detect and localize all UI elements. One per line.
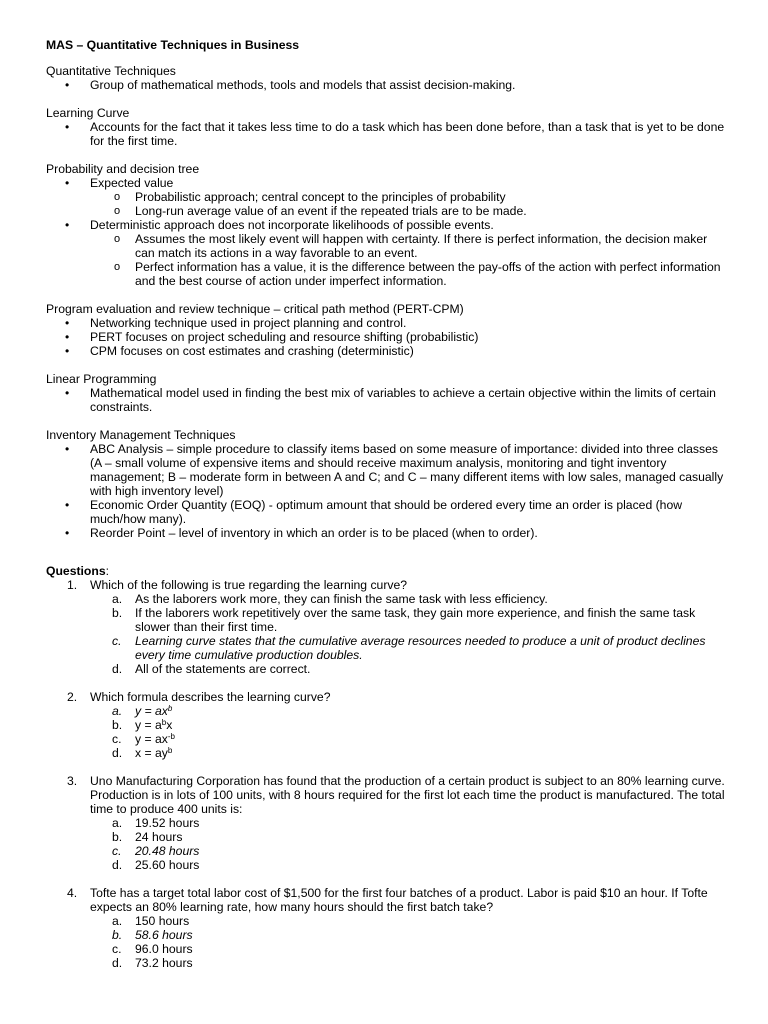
sub-bullet-item: o Perfect information has a value, it is the difference between the pay-offs of the action with perfect information and the best course of action under imperfect information. bbox=[114, 260, 721, 288]
bullet-item: • Deterministic approach does not incorporate likelihoods of possible events. bbox=[65, 218, 494, 232]
question-text: Uno Manufacturing Corporation has found that the production of a certain product is subject to an 80% learning curve. Production is in lots of 100 units, with 8 hours required for the first lot each time the product is manufactured. The total time to produce 400 units is: bbox=[90, 774, 725, 816]
section-probability-decision-tree bbox=[46, 162, 728, 288]
section-linear-programming bbox=[46, 372, 728, 414]
section-pert-cpm bbox=[46, 302, 728, 358]
question-text: Which formula describes the learning curve? bbox=[90, 690, 331, 704]
bullet-dot-icon: • bbox=[65, 442, 70, 456]
question-item bbox=[46, 578, 728, 676]
question-number: 4. bbox=[67, 886, 78, 900]
section-learning-curve bbox=[46, 106, 728, 148]
questions-heading: Questions: bbox=[46, 564, 109, 578]
bullet-dot-icon: • bbox=[65, 386, 70, 400]
sub-bullet-item: o Assumes the most likely event will happen with certainty. If there is perfect information, the decision maker can match its actions in a way favorable to an event. bbox=[114, 232, 708, 260]
answer-option-correct: c. Learning curve states that the cumulative average resources needed to produce a unit of product declines every time cumulative production doubles. bbox=[112, 634, 706, 662]
answer-option-correct: c. 20.48 hours bbox=[112, 844, 200, 858]
bullet-dot-icon: • bbox=[65, 218, 70, 232]
answer-option: a. 150 hours bbox=[112, 914, 190, 928]
answer-option: d. 25.60 hours bbox=[112, 858, 200, 872]
answer-option: b. 24 hours bbox=[112, 830, 183, 844]
bullet-dot-icon: • bbox=[65, 498, 70, 512]
answer-option: d. All of the statements are correct. bbox=[112, 662, 311, 676]
bullet-dot-icon: • bbox=[65, 526, 70, 540]
bullet-item: • Accounts for the fact that it takes less time to do a task which has been done before, than a task that is yet to be done for the first time. bbox=[65, 120, 725, 148]
question-number: 3. bbox=[67, 774, 78, 788]
section-heading: Program evaluation and review technique – critical path method (PERT-CPM) bbox=[46, 302, 464, 316]
section-heading: Inventory Management Techniques bbox=[46, 428, 236, 442]
bullet-item: • Reorder Point – level of inventory in which an order is to be placed (when to order). bbox=[65, 526, 538, 540]
bullet-item: • Mathematical model used in finding the best mix of variables to achieve a certain objective within the limits of certain constraints. bbox=[65, 386, 716, 414]
section-quantitative-techniques bbox=[46, 64, 728, 92]
answer-option: a. As the laborers work more, they can finish the same task with less efficiency. bbox=[112, 592, 548, 606]
bullet-item: • PERT focuses on project scheduling and resource shifting (probabilistic) bbox=[65, 330, 479, 344]
question-text: Which of the following is true regarding the learning curve? bbox=[90, 578, 408, 592]
question-item bbox=[46, 690, 728, 760]
document-title: MAS – Quantitative Techniques in Business bbox=[46, 38, 300, 52]
answer-option: d. $x = ay^b$ bbox=[112, 746, 173, 760]
answer-option: d. 73.2 hours bbox=[112, 956, 193, 970]
bullet-item: • Expected value bbox=[65, 176, 174, 190]
bullet-item: • Networking technique used in project planning and control. bbox=[65, 316, 407, 330]
bullet-item: • ABC Analysis – simple procedure to classify items based on some measure of importance: divided into three classes (A – small volume of expensive items and should receive maximum analysis, monitoring and tight inventory management; B – moderate form in between A and C; and C – many different items with low sales, managed casually with high inventory level) bbox=[65, 442, 724, 498]
bullet-dot-icon: • bbox=[65, 176, 70, 190]
answer-option: a. 19.52 hours bbox=[112, 816, 200, 830]
bullet-dot-icon: • bbox=[65, 120, 70, 134]
bullet-circle-icon: o bbox=[114, 191, 121, 203]
bullet-dot-icon: • bbox=[65, 316, 70, 330]
sub-bullet-item: o Long-run average value of an event if the repeated trials are to be made. bbox=[114, 204, 527, 218]
bullet-dot-icon: • bbox=[65, 344, 70, 358]
answer-option: b. If the laborers work repetitively over the same task, they gain more experience, and finish the same task slower than their first time. bbox=[112, 606, 696, 634]
section-inventory-management bbox=[46, 428, 728, 540]
question-number: 1. bbox=[67, 578, 78, 592]
bullet-circle-icon: o bbox=[114, 261, 121, 273]
section-heading: Linear Programming bbox=[46, 372, 157, 386]
answer-option: b. $y = a^bx$ bbox=[112, 718, 173, 732]
answer-option-correct: a. $y = ax^b$ bbox=[112, 704, 173, 718]
bullet-dot-icon: • bbox=[65, 78, 70, 92]
bullet-item: • Economic Order Quantity (EOQ) - optimum amount that should be ordered every time an order is placed (how much/how many). bbox=[65, 498, 683, 526]
answer-option: c. 96.0 hours bbox=[112, 942, 193, 956]
bullet-circle-icon: o bbox=[114, 205, 121, 217]
section-heading: Learning Curve bbox=[46, 106, 130, 120]
question-item bbox=[46, 774, 728, 872]
bullet-item: • CPM focuses on cost estimates and crashing (deterministic) bbox=[65, 344, 414, 358]
section-heading: Probability and decision tree bbox=[46, 162, 200, 176]
answer-option: c. $y = ax^{-b}$ bbox=[112, 732, 175, 746]
section-heading: Quantitative Techniques bbox=[46, 64, 176, 78]
question-number: 2. bbox=[67, 690, 78, 704]
question-item bbox=[46, 886, 728, 970]
bullet-item: • Group of mathematical methods, tools and models that assist decision-making. bbox=[65, 78, 516, 92]
bullet-circle-icon: o bbox=[114, 233, 121, 245]
answer-option-correct: b. 58.6 hours bbox=[112, 928, 193, 942]
bullet-dot-icon: • bbox=[65, 330, 70, 344]
sub-bullet-item: o Probabilistic approach; central concept to the principles of probability bbox=[114, 190, 506, 204]
question-text: Tofte has a target total labor cost of $1,500 for the first four batches of a product. Labor is paid $10 an hour. If Tofte expects an 80% learning rate, how many hours should the first batch take? bbox=[90, 886, 708, 914]
